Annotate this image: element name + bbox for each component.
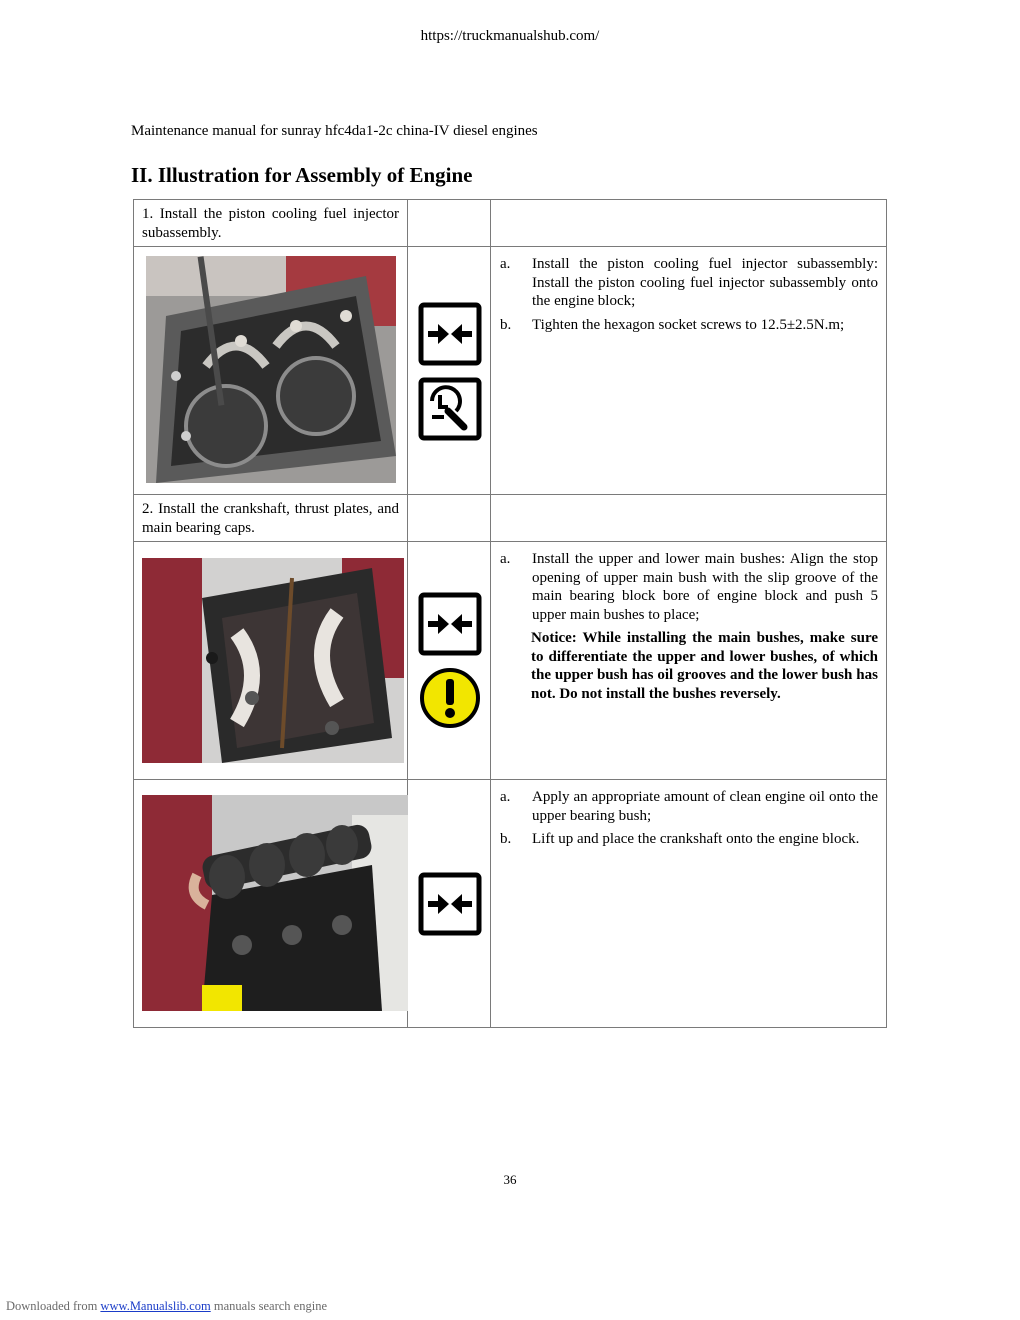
step-2-title-row xyxy=(134,495,887,542)
list-item xyxy=(499,830,878,849)
torque-wrench-icon xyxy=(418,377,482,441)
list-item xyxy=(499,255,878,311)
warning-icon xyxy=(418,666,482,730)
document-title: Maintenance manual for sunray hfc4da1-2c china-IV diesel engines xyxy=(131,123,538,139)
list-item xyxy=(499,550,878,624)
install-arrows-icon xyxy=(418,872,482,936)
section-heading: II. Illustration for Assembly of Engine xyxy=(131,163,473,187)
page-number: 36 xyxy=(503,1172,517,1187)
item-text: Tighten the hexagon socket screws to 12.5±2.5N.m; xyxy=(532,316,845,333)
item-text: Lift up and place the crankshaft onto the engine block. xyxy=(532,831,860,847)
step-2-instructions xyxy=(491,542,886,624)
step-1-instructions xyxy=(491,247,886,334)
item-marker: b. xyxy=(500,831,512,847)
step-2-title: 2. Install the crankshaft, thrust plates, and main bearing caps. xyxy=(142,501,399,536)
install-arrows-icon xyxy=(418,302,482,366)
item-marker: b. xyxy=(500,316,512,333)
step-2-content-row xyxy=(134,542,887,780)
step-3-instructions xyxy=(491,780,886,849)
step-1-title: 1. Install the piston cooling fuel injector subassembly. xyxy=(142,206,399,241)
step-1-content-row xyxy=(134,247,887,495)
item-marker: a. xyxy=(500,789,511,805)
assembly-steps-table xyxy=(133,199,887,1028)
step-1-title-row xyxy=(134,200,887,247)
install-arrows-icon xyxy=(418,592,482,656)
piston-injector-photo xyxy=(146,256,396,483)
item-marker: a. xyxy=(500,551,511,567)
source-url: https://truckmanualshub.com/ xyxy=(420,28,600,44)
step-3-content-row xyxy=(134,780,887,1028)
item-text: Install the upper and lower main bushes: Align the stop opening of upper main bush with the slip groove of the main bearing block bore of engine block and push 5 upper main bushes to place; xyxy=(532,551,878,623)
main-bushes-photo xyxy=(142,558,404,763)
manualslib-link[interactable]: www.Manualslib.com xyxy=(100,1299,211,1313)
item-text: Apply an appropriate amount of clean engine oil onto the upper bearing bush; xyxy=(532,789,878,824)
list-item xyxy=(499,316,878,335)
item-text: Install the piston cooling fuel injector subassembly: Install the piston cooling fuel injector subassembly onto the engine block; xyxy=(532,256,878,309)
crankshaft-photo xyxy=(142,795,408,1011)
footer xyxy=(6,1299,327,1314)
notice-text: Notice: While installing the main bushes, make sure to differentiate the upper and lower bushes, of which the upper bush has oil grooves and the lower bush has not. Do not install the bushes reversely. xyxy=(531,630,878,702)
list-item xyxy=(499,788,878,825)
item-marker: a. xyxy=(500,256,511,272)
footer-suffix: manuals search engine xyxy=(210,1299,327,1313)
footer-prefix: Downloaded from xyxy=(6,1299,101,1313)
